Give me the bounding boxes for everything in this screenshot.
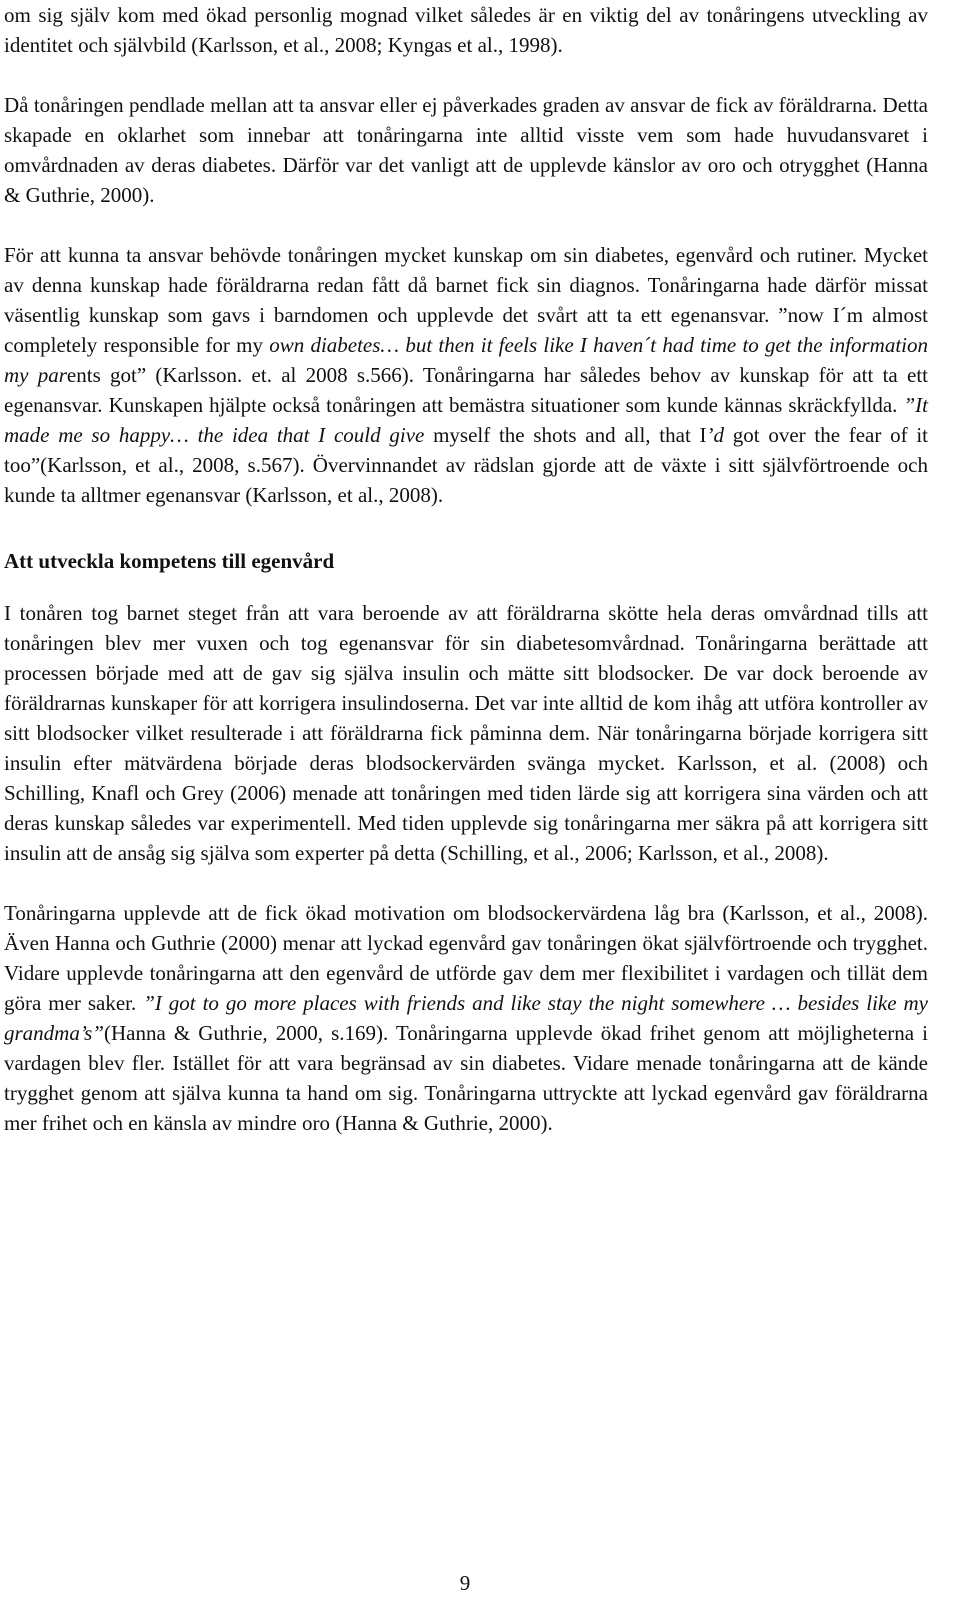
quote-text: myself the shots and all, that I: [424, 423, 707, 447]
page-number: 9: [459, 1571, 471, 1595]
paragraph-text: Tonåringarna upplevde att de fick ökad motivation om blodsockervärdena låg bra (Karlsson, et al., 2008). Även Hanna och Guthrie (2000) menar att lyckad egenvård gav tonåringen ökat självförtroende och trygghet. Vidare upplevde tonåringarna att den egenvård de utförde gav dem mer flexibilitet i vardagen och tillät dem göra mer saker.: [4, 901, 928, 1015]
section-heading: Att utveckla kompetens till egenvård: [4, 549, 335, 573]
paragraph-responsibility: Då tonåringen pendlade mellan att ta ansvar eller ej påverkades graden av ansvar de fick av föräldrarna. Detta skapade en oklarhet som innebar att tonåringarna inte alltid visste vem som hade huvudansvaret i omvårdnaden av deras diabetes. Därför var det vanligt att de upplevde känslor av oro och otrygghet (Hanna & Guthrie, 2000).: [4, 93, 928, 207]
paragraph-text: (Karlsson. et. al 2008 s.566). Tonåringarna har således behov av kunskap för att ta ett egenansvar. Kunskapen hjälpte också tonåringen att bemästra situationer som kunde kännas skräckfyllda.: [4, 363, 928, 417]
paragraph-text: För att kunna ta ansvar behövde tonåringen mycket kunskap om sin diabetes, egenvård och rutiner. Mycket av denna kunskap hade föräldrarna redan fått då barnet fick sin diagnos. Tonåringarna hade därför missat väsentlig kunskap som gavs i barndomen och upplevde det svårt att ta ett egenansvar.: [4, 243, 928, 327]
paragraph-motivation: [4, 898, 928, 1138]
document-page: [4, 0, 928, 1138]
quote-text-italic: ”It made me so happy… the idea that I could give: [4, 393, 928, 447]
quote-text: ”now I´m almost completely responsible for my: [4, 303, 928, 357]
quote-text: ents got”: [66, 363, 147, 387]
quote-text-italic: ”I got to go more places with friends and like stay the night somewhere … besides like my grandma’s”: [4, 991, 928, 1045]
quote-text: got over the fear of it too”: [4, 423, 929, 477]
paragraph-competence: I tonåren tog barnet steget från att vara beroende av att föräldrarna skötte hela deras omvårdnad tills att tonåringen blev mer vuxen och tog egenansvar för sin diabetesomvårdnad. Tonåringarna berättade att processen började med att de gav sig själva insulin och mätte sitt blodsocker. De var dock beroende av föräldrarnas kunskaper för att korrigera insulindoserna. Det var inte alltid de kom ihåg att utföra kontroller av sitt blodsocker vilket resulterade i att föräldrarna fick påminna dem. När tonåringarna började korrigera sitt insulin efter mätvärdena började deras blodsockervärden svänga mycket. Karlsson, et al. (2008) och Schilling, Knafl och Grey (2006) menade att tonåringen med tiden lärde sig att korrigera sina värden och att deras kunskap således var experimentell. Med tiden upplevde sig tonåringarna mer säkra på att korrigera sitt insulin att de ansåg sig själva som experter på detta (Schilling, et al., 2006; Karlsson, et al., 2008).: [4, 601, 928, 865]
quote-text-italic: ’d: [706, 423, 725, 447]
paragraph-knowledge: [4, 240, 928, 510]
quote-text-italic: own diabetes… but then it feels like I haven´t had time to get the information my par: [4, 333, 928, 387]
paragraph-text: (Karlsson, et al., 2008, s.567). Övervinnandet av rädslan gjorde att de växte i sitt självförtroende och kunde ta alltmer egenansvar (Karlsson, et al., 2008).: [4, 453, 928, 507]
paragraph-identity: om sig själv kom med ökad personlig mognad vilket således är en viktig del av tonåringens utveckling av identitet och självbild (Karlsson, et al., 2008; Kyngas et al., 1998).: [4, 3, 928, 57]
paragraph-text: (Hanna & Guthrie, 2000, s.169). Tonåringarna upplevde ökad frihet genom att möjligheterna i vardagen blev fler. Istället för att vara begränsad av sin diabetes. Vidare menade tonåringarna att de kände trygghet genom att själva kunna ta hand om sig. Tonåringarna uttryckte att lyckad egenvård gav föräldrarna mer frihet och en känsla av mindre oro (Hanna & Guthrie, 2000).: [4, 1021, 928, 1135]
